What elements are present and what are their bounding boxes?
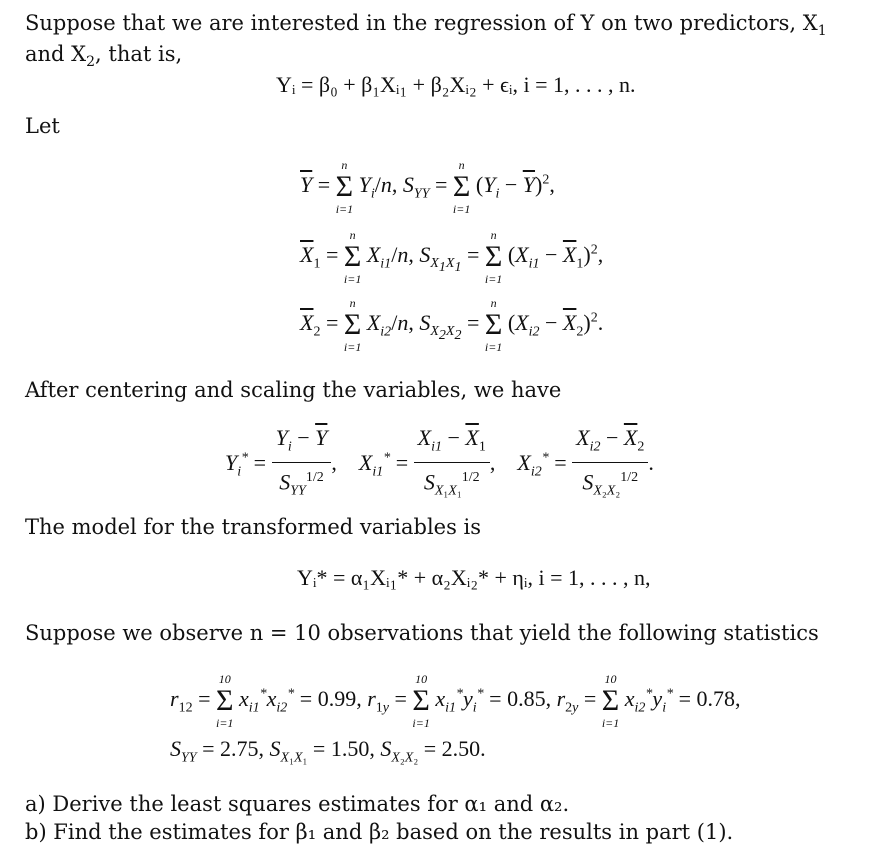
summation-symbol: n Σ i=1 [343, 296, 362, 354]
let-label: Let [25, 114, 60, 138]
definition-row-x2bar: $\overline{X}_2$ = n Σ i=1 $X_{i2}/n$, $S_{X_2X_2}$ = n Σ i=1 $(X_{i2} - \overline{X}_2)^2$. [300, 296, 604, 354]
intro-line-1: Suppose that we are interested in the regression of Y on two predictors, $X_1$ [25, 11, 827, 40]
transformed-text: The model for the transformed variables is [25, 515, 482, 539]
sx2x2-value: 2.50 [441, 736, 481, 761]
summation-symbol: n Σ i=1 [335, 158, 354, 216]
r1y-value: 0.85 [507, 686, 546, 712]
centering-text: After centering and scaling the variables, we have [25, 378, 562, 402]
syy-value: 2.75 [220, 736, 259, 761]
summation-symbol: 10 Σ i=1 [412, 672, 430, 730]
summation-symbol: n Σ i=1 [484, 228, 503, 286]
summation-symbol: n Σ i=1 [343, 228, 362, 286]
summation-symbol: n Σ i=1 [452, 158, 471, 216]
statistics-row: $r_{12}$ = 10 Σ i=1 $x_{i1}^*x_{i2}^* = 0.99$, $r_{1y}$ = 10 Σ i=1 $x_{i1}^*y_i^* = 0.85$, $r_{2y}$ = 10 Σ i=1 $x_{i2}^*y_i^* = 0.78$, [170, 672, 741, 730]
model-equation: Yᵢ = β₀ + β₁Xᵢ₁ + β₂Xᵢ₂ + ϵᵢ, i = 1, . . . , n. [276, 72, 636, 97]
question-a: a) Derive the least squares estimates for α₁ and α₂. [25, 792, 570, 816]
r12-value: 0.99 [317, 686, 357, 712]
observe-text: Suppose we observe n = 10 observations that yield the following statistics [25, 621, 819, 645]
question-b: b) Find the estimates for β₁ and β₂ based on the results in part (1). [25, 820, 734, 844]
sx1x1-value: 1.50 [330, 736, 370, 761]
transformed-equation: Yᵢ* = α₁Xᵢ₁* + α₂Xᵢ₂* + ηᵢ, i = 1, . . . , n, [297, 565, 651, 590]
r2y-value: 0.78 [696, 686, 735, 712]
summation-symbol: 10 Σ i=1 [215, 672, 234, 730]
summation-symbol: n Σ i=1 [484, 296, 503, 354]
sum-of-squares-row: $S_{YY} = 2.75$, $S_{X_1X_1} = 1.50$, $S_{X_2X_2} = 2.50$. [170, 736, 486, 766]
definition-row-x1bar: $\overline{X}_1$ = n Σ i=1 $X_{i1}/n$, $S_{X_1X_1}$ = n Σ i=1 $(X_{i1} - \overline{X}_1)^2$, [300, 228, 604, 286]
intro-line-2: and $X_2$, that is, [25, 42, 183, 71]
definition-row-ybar: $\overline{Y}$ = n Σ i=1 $Y_i/n$, $S_{YY}$ = n Σ i=1 $(Y_i - \overline{Y})^2$, [300, 158, 555, 216]
scaled-variables: $Y_i^*$ = $\frac{Y_i - \overline{Y}}{S_{YY}^{1/2}}$ , $X_{i1}^*$ = $\frac{X_{i1} - \overline{X}_1}{S_{X_1X_1}^{1/2}}$ , $X_{i2}^*$ = $\frac{X_{i2} - \overline{X}_2}{S_{X_2X_2}^{1/2}}$ . [225, 425, 654, 500]
summation-symbol: 10 Σ i=1 [601, 672, 620, 730]
